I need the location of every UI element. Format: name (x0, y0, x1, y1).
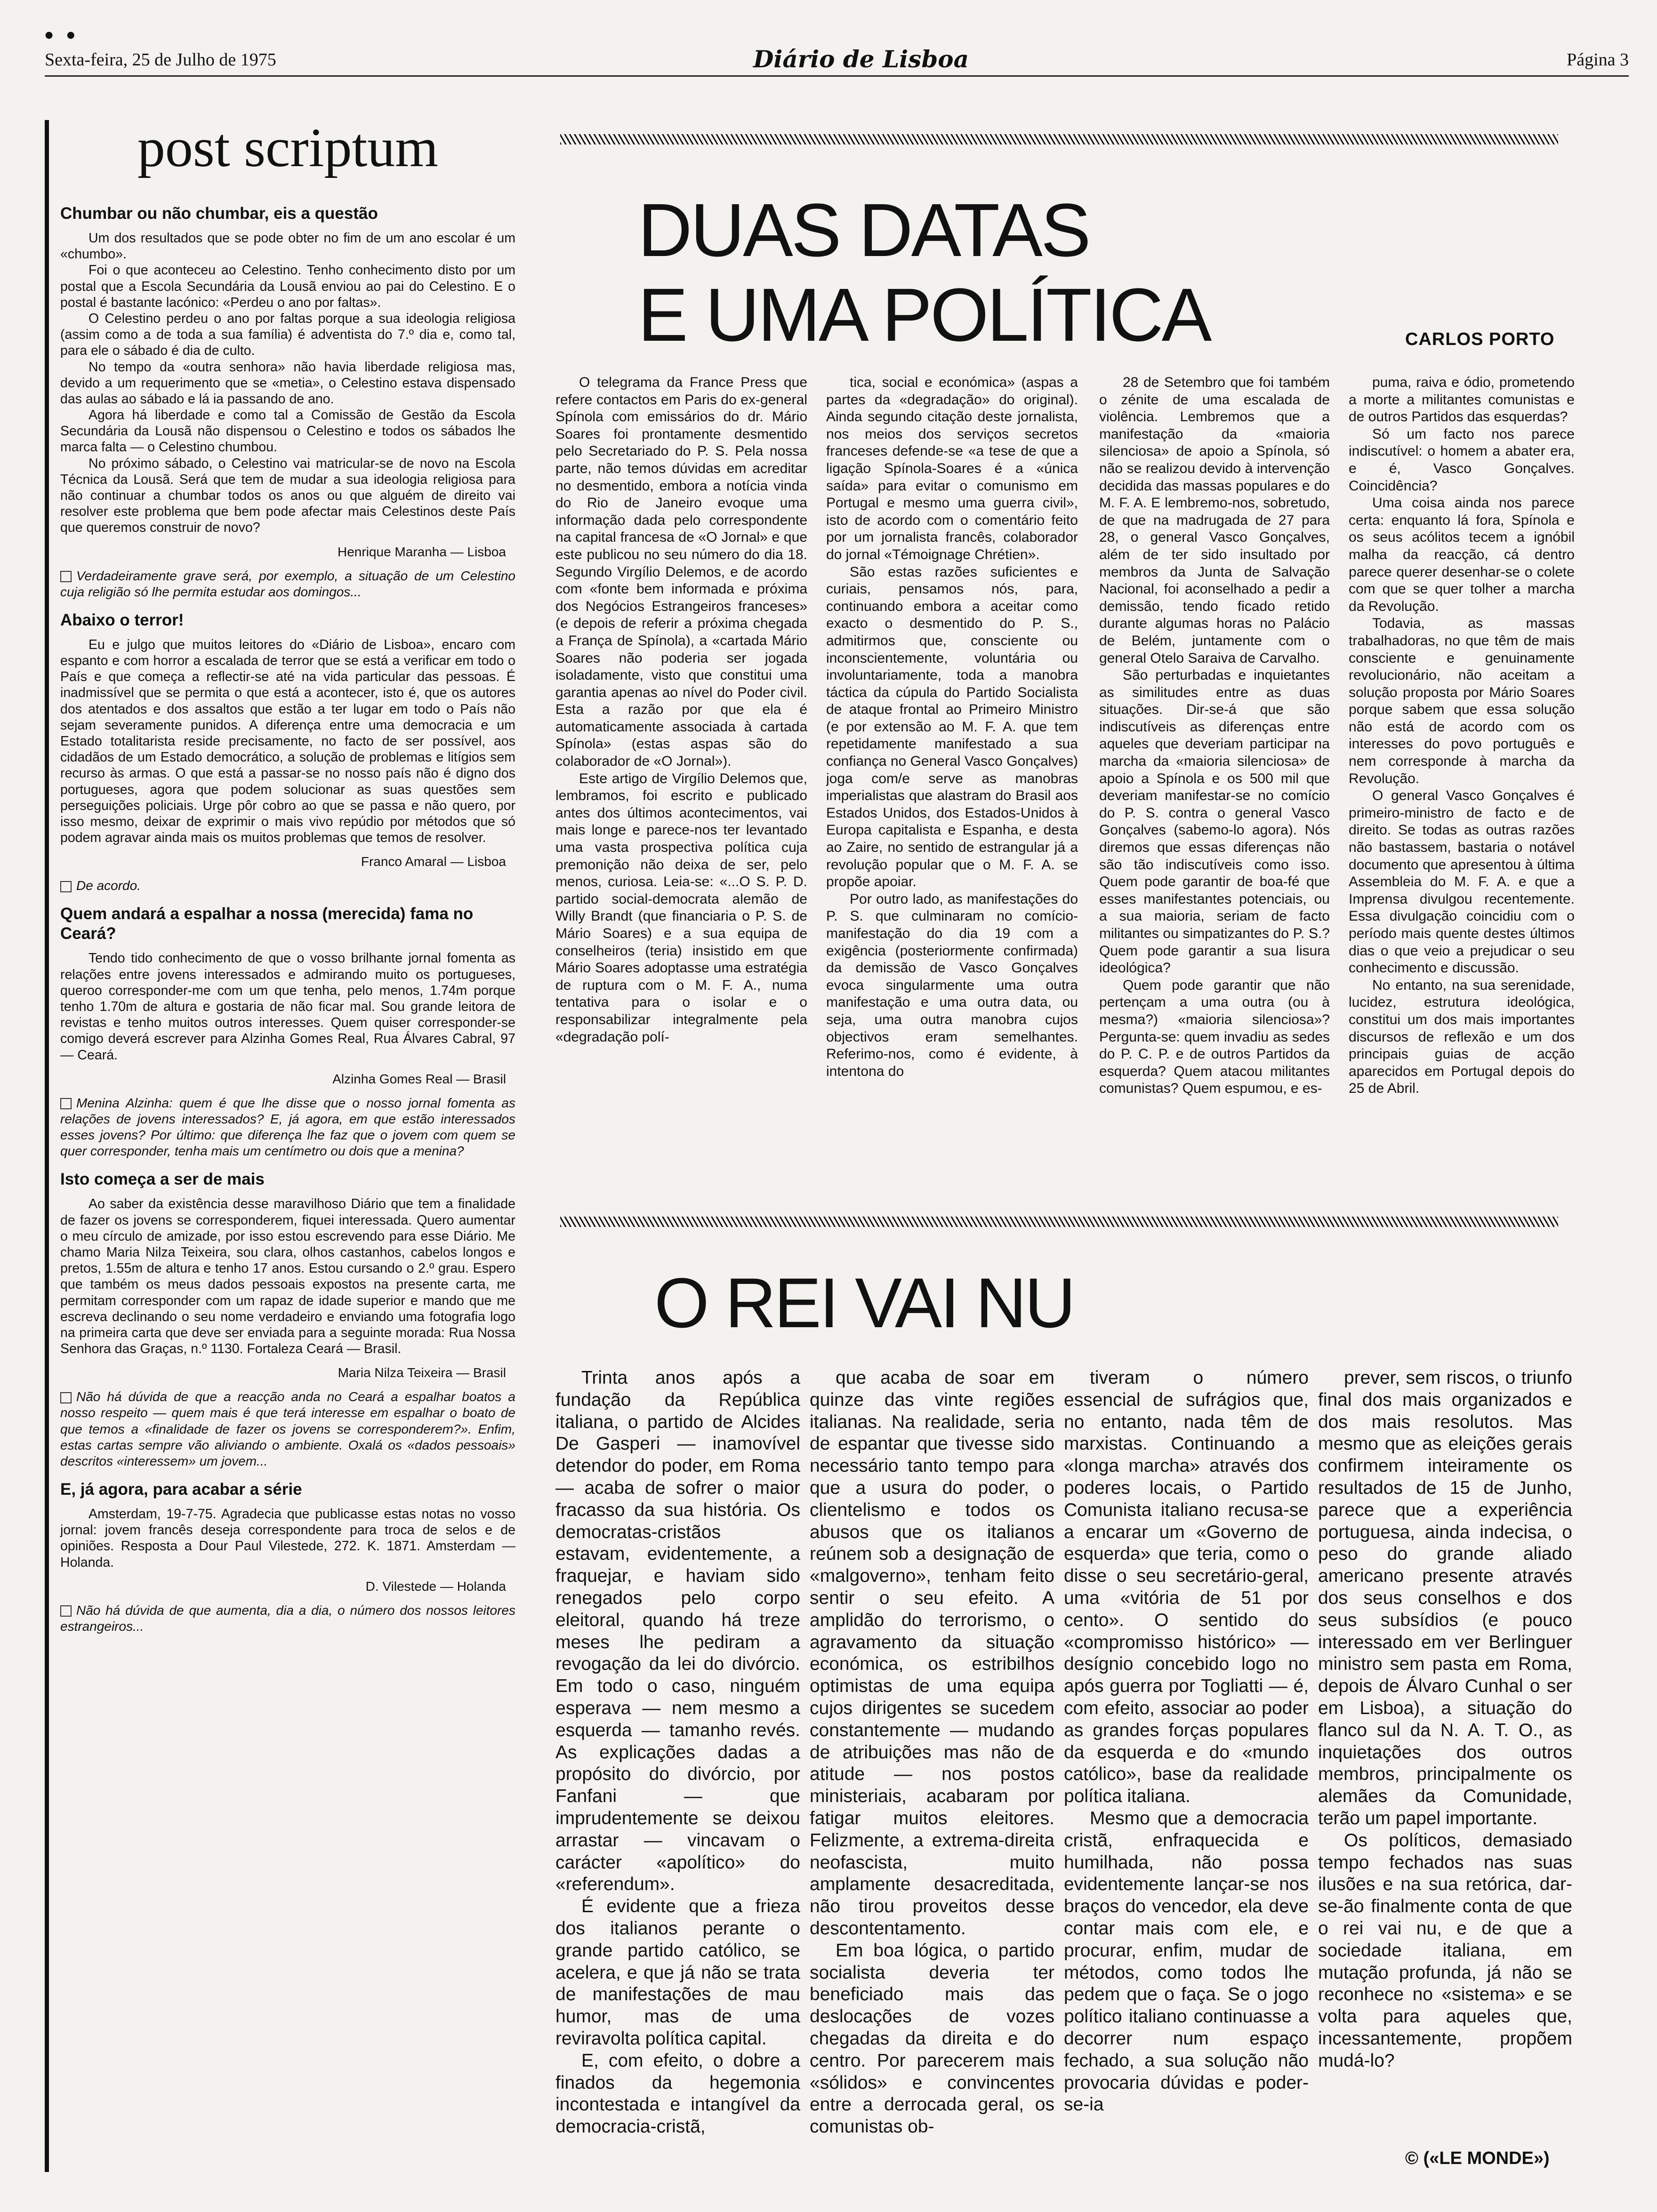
editor-reply (60, 878, 515, 894)
letter-heading: Chumbar ou não chumbar, eis a questão (60, 204, 378, 223)
paragraph: puma, raiva e ódio, prometendo a morte a militantes comunistas e de outros Partidos das esquerdas? (1349, 375, 1575, 425)
paragraph: Em boa lógica, o partido socialista deveria ter beneficiado mais das deslocações de vozes chegadas da direita e do centro. Por parecerem mais «sólidos» e convincentes entre a derrocada geral, os comunistas ob- (810, 1940, 1054, 2137)
letter-heading: Quem andará a espalhar a nossa (merecida) fama no Ceará? (60, 905, 474, 943)
article1-column (1349, 374, 1575, 1212)
paragraph: É evidente que a frieza dos italianos perante o grande partido católico, se acelera, e que já não se trata de manifestações de mau humor, mas de uma reviravolta política capital. (555, 1896, 800, 2049)
paragraph: Amsterdam, 19-7-75. Agradecia que publicasse estas notas no vosso jornal: jovem francês deseja correspondente para troca de selos e de opiniões. Resposta a Dour Paul Vilestede, 272. K. 1871. Amsterdam — Holanda. (60, 1507, 515, 1570)
paragraph: Ao saber da existência desse maravilhoso Diário que tem a finalidade de fazer os jovens se corresponderem, fiquei interessada. Quero aumentar o meu círculo de amizade, por isso estou escrevendo para esse Diário. Me chamo Maria Nilza Teixeira, sou clara, olhos castanhos, cabelos longos e pretos, 1.55m de altura e tenho 17 anos. Estou cursando o 2.º grau. Espero que também os meus dados pessoais expostos na presente carta, me permitam corresponder com um rapaz de idade superior e mando que me escreva declinando o seu nome verdadeiro e enviando uma fotografia logo na primeira carta que deve ser enviada para a seguinte morada: Rua Nossa Senhora das Graças, n.º 1130. Fortaleza Ceará — Brasil. (60, 1196, 515, 1357)
article2-column (1318, 1367, 1572, 2134)
letter-body (60, 230, 515, 536)
letter-body (60, 637, 515, 846)
letter-signature: Maria Nilza Teixeira — Brasil (338, 1365, 506, 1380)
article1-column (1099, 374, 1330, 1212)
editor-reply (60, 1389, 515, 1469)
post-scriptum-column (45, 120, 515, 2172)
paragraph: O general Vasco Gonçalves é primeiro-ministro de facto e de direito. Se todas as outras razões não bastassem, bastaria o notável documento que apresentou à última Assembleia do M. F. A. e que a Imprensa divulgou recentemente. Essa divulgação coincidiu com o período mais quente destes últimos dias o que veio a prejudicar o seu conhecimento e discussão. (1349, 788, 1575, 976)
paragraph: E, com efeito, o dobre a finados da hegemonia incontestada e intangível da democracia-cristã, (555, 2050, 800, 2137)
reply-text: De acordo. (76, 878, 141, 893)
letter-section (60, 904, 515, 1159)
paragraph: Tendo tido conhecimento de que o vosso brilhante jornal fomenta as relações entre jovens interessados e admirando muito os portugueses, queroo corresponder-me com um que tenha, pelo menos, 1.74m porque tenho 1.70m de altura e gostaria de não ficar mal. Sou grande leitora de revistas e tenho muitos outros interesses. Quem quiser corresponder-se comigo deverá escrever para Alzinha Gomes Real, Rua Álvares Cabral, 97 — Ceará. (60, 951, 515, 1063)
article2-column (1064, 1367, 1309, 2177)
paragraph: O Celestino perdeu o ano por faltas porque a sua ideologia religiosa (assim como a de toda a sua família) é adventista do 7.º dia e, como tal, para ele o sábado é dia de culto. (60, 311, 515, 359)
paragraph: Os políticos, demasiado tempo fechados nas suas ilusões e na sua retórica, dar-se-ão finalmente conta de que o rei vai nu, e de que a sociedade italiana, em mutação profunda, já não se reconhece no «sistema» e se volta para aqueles que, incessantemente, propõem mudá-lo? (1318, 1830, 1572, 2071)
paragraph: Quem pode garantir que não pertençam a uma outra (ou à mesma?) «maioria silenciosa»? Pergunta-se: quem invadiu as sedes do P. C. P. e de outros Partidos da esquerda? Quem atacou militantes comunistas? Quem espumou, e es- (1099, 977, 1330, 1097)
letter-section (60, 1480, 515, 1635)
article1-headline-line2: E UMA POLÍTICA (638, 272, 1210, 357)
masthead-date: Sexta-feira, 25 de Julho de 1975 (45, 50, 276, 70)
paragraph: Todavia, as massas trabalhadoras, no que têm de mais consciente e genuinamente revolucionário, não aceitam a solução proposta por Mário Soares porque sabem que essa solução não está de acordo com os interesses do povo português e nem corresponde à marcha da Revolução. (1349, 616, 1575, 786)
letter-signature: Alzinha Gomes Real — Brasil (332, 1071, 506, 1086)
letter-section (60, 610, 515, 894)
article2-column (555, 1367, 800, 2177)
letter-heading: Abaixo o terror! (60, 610, 184, 629)
letter-heading: E, já agora, para acabar a série (60, 1480, 302, 1499)
reply-box-icon (60, 1392, 72, 1403)
paragraph: tiveram o número essencial de sufrágios que, no entanto, nada têm de marxistas. Continuando a «longa marcha» através dos poderes locais, o Partido Comunista italiano recusa-se a encarar um «Governo de esquerda» que teria, como o disse o seu secretário-geral, uma «vitória de 51 por cento». O sentido do «compromisso histórico» — desígnio concebido logo no após guerra por Togliatti — é, com efeito, associar ao poder as grandes forças populares da esquerda e do «mundo católico», base da realidade política italiana. (1064, 1368, 1309, 1807)
editor-reply (60, 1603, 515, 1635)
letter-signature: D. Vilestede — Holanda (365, 1579, 506, 1594)
letter-body (60, 1196, 515, 1357)
reply-text: Não há dúvida de que a reacção anda no Ceará a espalhar boatos a nosso respeito — quem mais é que terá interesse em espalhar o boato de que temos a «finalidade de fazer os jovens se corresponderem?». Enfim, estas cartas sempre vão aliviando o ambiente. Oxalá os «dados pessoais» descritos «interessem» um jovem... (60, 1389, 515, 1468)
reply-text: Não há dúvida de que aumenta, dia a dia, o número dos nossos leitores estrangeiros... (60, 1603, 515, 1634)
paragraph: O telegrama da France Press que refere contactos em Paris do ex-general Spínola com emissários do dr. Mário Soares foi prontamente desmentido pelo Secretariado do P. S. Pela nossa parte, não temos dúvidas em acreditar no desmentido, embora a notícia vinda do Rio de Janeiro evoque uma informação dada pelo correspondente na capital francesa de «O Jornal» e que este publicou no seu número do dia 18. Segundo Virgílio Delemos, e de acordo com «fonte bem informada e próxima dos Negócios Estrangeiros franceses» (e depois de referir a próxima chegada a França de Spínola), a «cartada Mário Soares não poderia ser jogada isoladamente, visto que constitui uma garantia apenas ao nível do Poder civil. Esta a razão por que ela é automaticamente associada à cartada Spínola» (estas aspas são do colaborador de «O Jornal»). (555, 375, 807, 769)
hatched-rule-middle (560, 1217, 1558, 1227)
paragraph: Eu e julgo que muitos leitores do «Diário de Lisboa», encaro com espanto e com horror a escalada de terror que se está a verificar em todo o País e que começa a reflectir-se até na vida particular das pessoas. É inadmissível que se permita o que está a acontecer, isto é, que os autores dos atentados e dos assaltos que estão a ter lugar em todo o País não sejam severamente punidos. A diferença entre uma democracia e um Estado totalitarista reside precisamente, no facto de ser possível, aos cidadãos de um Estado democrático, a solução de problemas e litígios sem recurso às armas. O que está a passar-se no nosso país não é digno dos portugueses, agora que podem solucionar as suas questões sem perseguições policiais. Urge pôr cobro ao que se passa e não quero, por isso mesmo, deixar de exprimir o mais vivo repúdio por métodos que só podem agravar ainda mais os muitos problemas que temos de resolver. (60, 637, 515, 846)
paragraph: No próximo sábado, o Celestino vai matricular-se de novo na Escola Técnica da Lousã. Será que tem de mudar a sua ideologia religiosa para não continuar a chumbar todos os anos ou que alguém de direito vai resolver este problema que bem pode afectar mais Celestinos deste País que queremos construir de novo? (60, 456, 515, 536)
reply-box-icon (60, 571, 72, 582)
paragraph: que acaba de soar em quinze das vinte regiões italianas. Na realidade, seria de espantar que tivesse sido necessário tanto tempo para que a usura do poder, o clientelismo e todos os abusos que os italianos reúnem sob a designação de «malgoverno», tenham feito sentir o seu efeito. A amplidão do terrorismo, o agravamento da situação económica, os estribilhos optimistas de uma equipa cujos dirigentes se sucedem constantemente — mudando de atribuições mas não de atitude — nos postos ministeriais, acabaram por fatigar muitos eleitores. Felizmente, a extrema-direita neofascista, muito amplamente desacreditada, não tirou proveitos desse descontentamento. (810, 1368, 1054, 1939)
paragraph: São estas razões suficientes e curiais, pensamos nós, para, continuando embora a aceitar como exacto o desmentido do P. S., admitirmos que, consciente ou inconscientemente, voluntária ou involuntariamente, toda a manobra táctica da cúpula do Partido Socialista de ataque frontal ao Primeiro Ministro (e por extensão ao M. F. A. que tem repetidamente manifestado a sua confiança no General Vasco Gonçalves) joga com/e serve as manobras imperialistas que alastram do Brasil aos Estados Unidos, dos Estados-Unidos à Europa capitalista e Espanha, e desta ao Zaire, no sentido de estrangular já a revolução popular que o M. F. A. se propõe apoiar. (826, 564, 1078, 890)
article1-byline: CARLOS PORTO (1405, 329, 1555, 349)
paragraph: 28 de Setembro que foi também o zénite de uma escalada de violência. Lembremos que a manifestação da «maioria silenciosa» de apoio a Spínola, só não se realizou devido à intervenção decidida das massas populares e do M. F. A. E lembremo-nos, sobretudo, de que na madrugada de 27 para 28, o general Vasco Gonçalves, além de ter sido insultado por membros da Junta de Salvação Nacional, foi aconselhado a pedir a demissão, tendo ficado retido durante algumas horas no Palácio de Belém, juntamente com o general Otelo Saraiva de Carvalho. (1099, 375, 1330, 666)
paragraph: Mesmo que a democracia cristã, enfraquecida e humilhada, não possa evidentemente lançar-se nos braços do vencedor, ela deve contar mais com ele, e procurar, enfim, mudar de métodos, como todos lhe pedem que o faça. Se o jogo político italiano continuasse a decorrer num espaço fechado, a sua solução não provocaria dúvidas e poder-se-ia (1064, 1808, 1309, 2115)
letter-body (60, 1506, 515, 1571)
letter-signature: Henrique Maranha — Lisboa (338, 544, 506, 559)
article1-headline-line1: DUAS DATAS (638, 188, 1089, 272)
letter-section (60, 204, 515, 600)
masthead-dots: •• (45, 22, 88, 49)
reply-text: Menina Alzinha: quem é que lhe disse que o nosso jornal fomenta as relações de jovens interessados? E, já agora, em que estão interessados esses jovens? Por último: que diferença lhe faz que o jovem com quem se quer corresponder, tenha mais um centímetro ou dois que a menina? (60, 1095, 515, 1159)
paragraph: São perturbadas e inquietantes as similitudes entre as duas situações. Dir-se-á que são indiscutíveis as diferenças entre aqueles que deveriam participar na marcha da «maioria silenciosa» de apoio a Spínola e os 500 mil que deveriam manifestar-se no comício do P. S. contra o general Vasco Gonçalves (sabemo-lo agora). Nós diremos que essas diferenças não são tão indiscutíveis como isso. Quem pode garantir de boa-fé que esses manifestantes potenciais, ou a sua maioria, seriam de facto militantes ou simpatizantes do P. S.? Quem pode garantir a sua lisura ideológica? (1099, 667, 1330, 976)
letter-signature: Franco Amaral — Lisboa (361, 854, 506, 869)
page-number: Página 3 (1567, 50, 1629, 70)
masthead-title: Diário de Lisboa (753, 45, 969, 73)
article2-column (810, 1367, 1054, 2177)
paragraph: Uma coisa ainda nos parece certa: enquanto lá fora, Spínola e os seus acólitos tecem a ignóbil malha da reacção, cá dentro parece querer desenhar-se o colete com que se quer tolher a marcha da Revolução. (1349, 495, 1575, 614)
paragraph: Trinta anos após a fundação da República italiana, o partido de Alcides De Gasperi — inamovível detendor do poder, em Roma — acaba de sofrer o maior fracasso da sua história. Os democratas-cristãos estavam, evidentemente, a fraquejar, e haviam sido renegados pelo corpo eleitoral, quando há treze meses lhe pediram a revogação da lei do divórcio. Em todo o caso, ninguém esperava — nem mesmo a esquerda — tamanho revés. As explicações dadas a propósito do divórcio, por Fanfani — que imprudentemente se deixou arrastar — vincavam o carácter «apolítico» do «referendum». (555, 1368, 800, 1895)
paragraph: Este artigo de Virgílio Delemos que, lembramos, foi escrito e publicado antes dos últimos acontecimentos, vai mais longe e parece-nos ter levantado uma vasta prospectiva política cuja premonição não deixa de ser, pelo menos, curiosa. Leia-se: «...O S. P. D. partido social-democrata alemão de Willy Brandt (que financiaria o P. S. de Mário Soares) e a sua equipa de conselheiros (teria) insistido em que Mário Soares adoptasse uma estratégia de ruptura com o M. F. A., numa tentativa para o isolar e o responsabilizar integralmente pela «degradação polí- (555, 770, 807, 1045)
reply-box-icon (60, 1098, 72, 1109)
post-scriptum-title: post scriptum (137, 120, 439, 178)
paragraph: Foi o que aconteceu ao Celestino. Tenho conhecimento disto por um postal que a Escola Secundária da Lousã enviou ao pai do Celestino. E o postal é bastante lacónico: «Perdeu o ano por faltas». (60, 263, 515, 310)
editor-reply (60, 568, 515, 600)
paragraph: No tempo da «outra senhora» não havia liberdade religiosa mas, devido a um requerimento que se «metia», o Celestino estava dispensado das aulas ao sábado e lá ia passando de ano. (60, 359, 515, 407)
paragraph: No entanto, na sua serenidade, lucidez, estrutura ideológica, constitui um dos mais importantes discursos de reflexão e um dos principais guias de acção aparecidos em Portugal depois do 25 de Abril. (1349, 977, 1575, 1097)
letter-heading: Isto começa a ser de mais (60, 1170, 265, 1189)
paragraph: prever, sem riscos, o triunfo final dos mais organizados e dos mais resolutos. Mas mesmo que as eleições gerais confirmem inteiramente os resultados de 15 de Junho, parece que a experiência portuguesa, ainda indecisa, o peso do grande aliado americano presente através dos seus conselhos e dos seus subsídios (e pouco interessado em ver Berlinguer ministro sem pasta em Roma, depois de Álvaro Cunhal o ser em Lisboa), a situação do flanco sul da N. A. T. O., as inquietações dos outros membros, principalmente os alemães da Comunidade, terão um papel importante. (1318, 1368, 1572, 1828)
hatched-rule-top (560, 134, 1558, 144)
paragraph: tica, social e económica» (aspas a partes da «degradação» do original). Ainda segundo citação deste jornalista, nos meios dos serviços secretos franceses defende-se «a tese de que a ligação Spínola-Soares é a «única saída» para evitar o comunismo em Portugal e mesmo uma guerra civil», isto de acordo com o comentário feito por um jornalista francês, colaborador do jornal «Témoignage Chrétien». (826, 375, 1078, 562)
paragraph: Por outro lado, as manifestações do P. S. que culminaram no comício-manifestação do dia 19 com a exigência (posteriormente confirmada) da demissão de Vasco Gonçalves evoca singularmente uma outra manifestação e uma outra data, ou seja, uma outra manobra cujos objectivos eram semelhantes. Referimo-nos, como é evidente, à intentona do (826, 891, 1078, 1079)
reply-box-icon (60, 1605, 72, 1617)
letter-section (60, 1170, 515, 1469)
article2-credit: © («LE MONDE») (1405, 2148, 1550, 2168)
reply-box-icon (60, 881, 72, 892)
paragraph: Um dos resultados que se pode obter no fim de um ano escolar é um «chumbo». (60, 231, 515, 262)
masthead-rule (45, 75, 1629, 77)
reply-text: Verdadeiramente grave será, por exemplo, a situação de um Celestino cuja religião só lhe permita estudar aos domingos... (60, 568, 515, 599)
article2-headline: O REI VAI NU (654, 1263, 1074, 1342)
article1-column (826, 374, 1078, 1212)
paragraph: Só um facto nos parece indiscutível: o homem a abater era, e é, Vasco Gonçalves. Coincidência? (1349, 426, 1575, 494)
letter-body (60, 950, 515, 1063)
editor-reply (60, 1095, 515, 1160)
paragraph: Agora há liberdade e como tal a Comissão de Gestão da Escola Secundária da Lousã não dispensou o Celestino e todos os sábados lhe marca falta — o Celestino chumbou. (60, 408, 515, 455)
article1-column (555, 374, 807, 1212)
